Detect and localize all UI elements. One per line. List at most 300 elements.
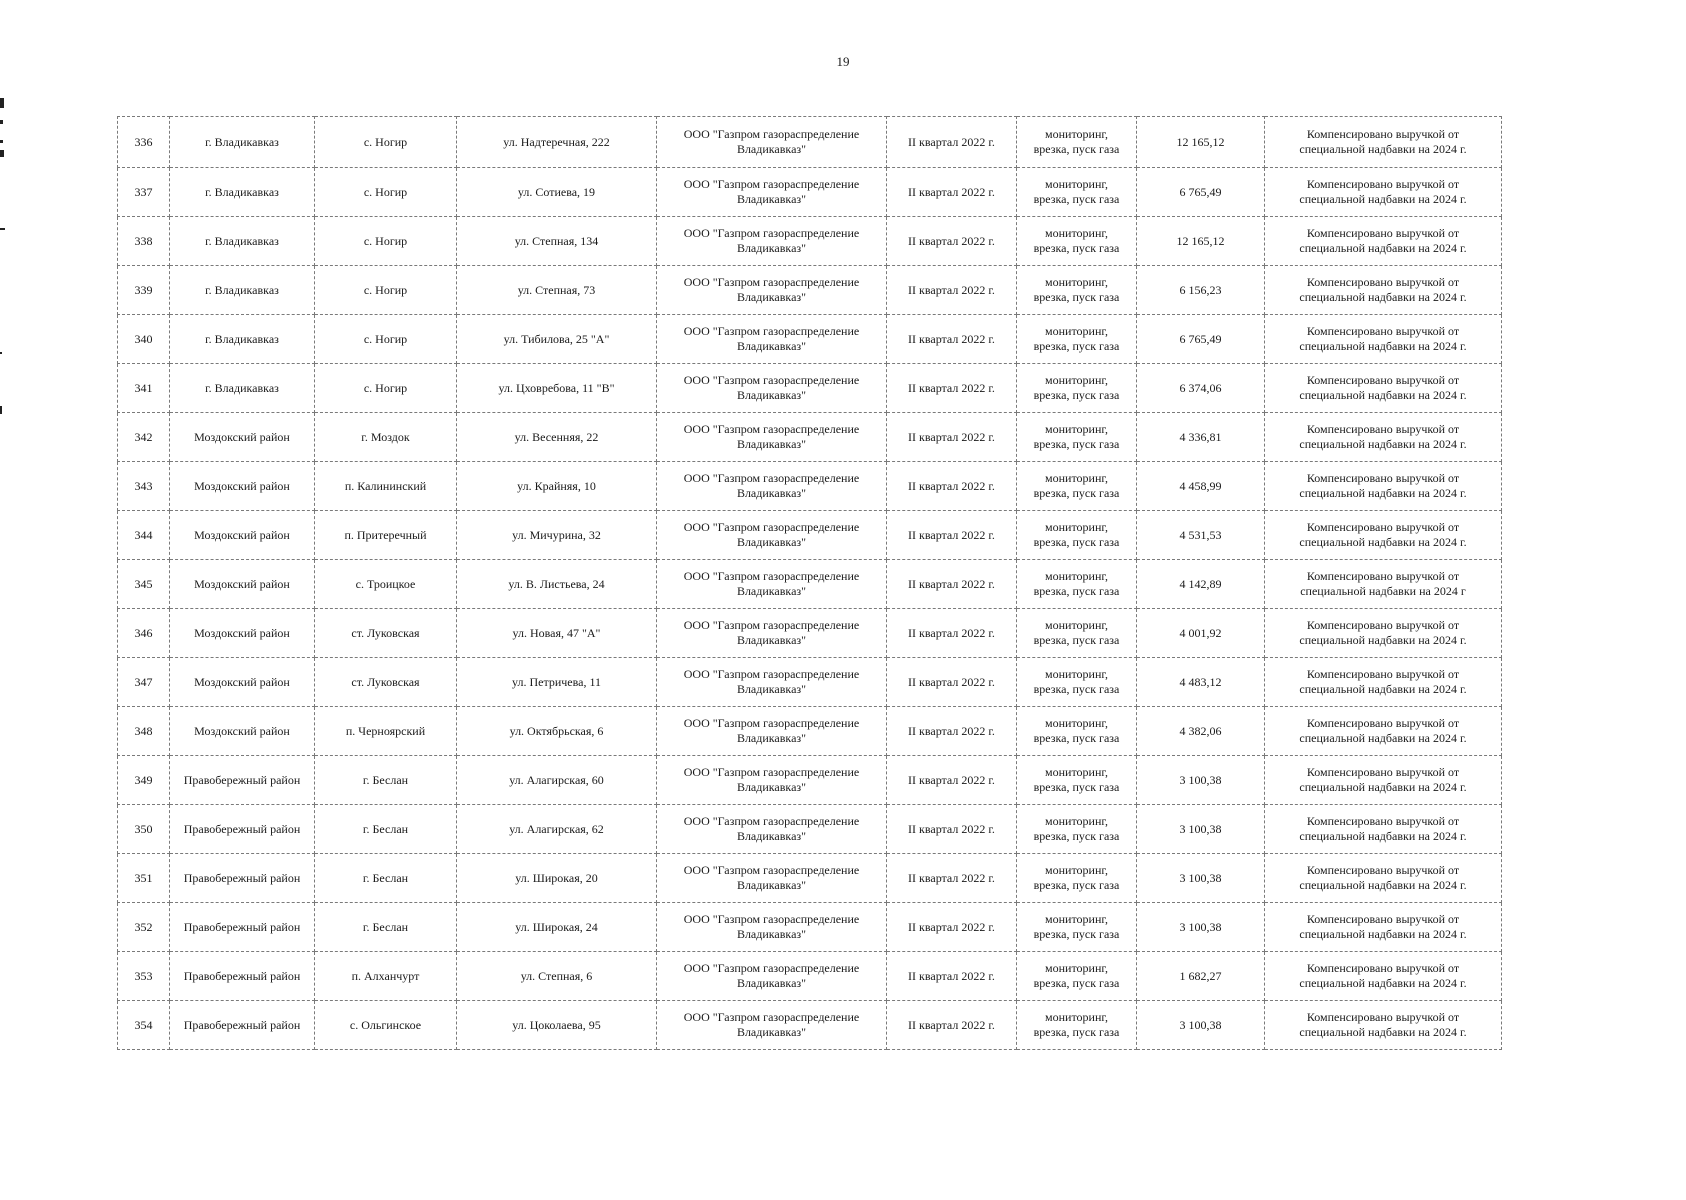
cell-funding-source xyxy=(1265,903,1502,952)
cell-period: II квартал 2022 г. xyxy=(887,560,1017,609)
cell-funding-source-line: Компенсировано выручкой от xyxy=(1306,912,1460,926)
cell-organization-line: Владикавказ" xyxy=(736,829,807,843)
cell-funding-source xyxy=(1265,756,1502,805)
cell-funding-source-line: специальной надбавки на 2024 г. xyxy=(1299,142,1467,156)
cell-organization xyxy=(657,560,887,609)
cell-period: II квартал 2022 г. xyxy=(887,364,1017,413)
cell-organization-line: ООО "Газпром газораспределение xyxy=(683,275,860,289)
cell-work-type-line: мониторинг, xyxy=(1045,422,1108,436)
page-number: 19 xyxy=(836,54,850,69)
cell-work-type xyxy=(1017,413,1137,462)
cell-period: II квартал 2022 г. xyxy=(887,462,1017,511)
cell-period: II квартал 2022 г. xyxy=(887,266,1017,315)
cell-row-number: 352 xyxy=(118,903,170,952)
cell-work-type xyxy=(1017,756,1137,805)
cell-address: ул. Весенняя, 22 xyxy=(457,413,657,462)
cell-address: ул. Степная, 134 xyxy=(457,217,657,266)
cell-work-type xyxy=(1017,462,1137,511)
cell-work-type-line: мониторинг, xyxy=(1045,324,1108,338)
table-row xyxy=(118,560,1502,609)
cell-organization-line: ООО "Газпром газораспределение xyxy=(683,863,860,877)
cell-funding-source-line: специальной надбавки на 2024 г. xyxy=(1299,829,1467,843)
table-row xyxy=(118,168,1502,217)
cell-row-number: 343 xyxy=(118,462,170,511)
cell-work-type-line: мониторинг, xyxy=(1045,569,1108,583)
cell-address: ул. Октябрьская, 6 xyxy=(457,707,657,756)
cell-funding-source-line: Компенсировано выручкой от xyxy=(1306,1010,1460,1024)
cell-work-type xyxy=(1017,609,1137,658)
cell-organization-line: Владикавказ" xyxy=(736,142,807,156)
cell-funding-source-line: Компенсировано выручкой от xyxy=(1306,667,1460,681)
cell-funding-source xyxy=(1265,560,1502,609)
cell-work-type-line: врезка, пуск газа xyxy=(1033,339,1120,353)
cell-organization-line: Владикавказ" xyxy=(736,731,807,745)
cell-work-type-line: врезка, пуск газа xyxy=(1033,633,1120,647)
cell-organization-line: ООО "Газпром газораспределение xyxy=(683,177,860,191)
table-body xyxy=(118,117,1502,1050)
cell-period: II квартал 2022 г. xyxy=(887,707,1017,756)
cell-cost: 4 531,53 xyxy=(1137,511,1265,560)
cell-locality: с. Ногир xyxy=(315,217,457,266)
cell-locality: с. Троицкое xyxy=(315,560,457,609)
cell-locality: г. Беслан xyxy=(315,756,457,805)
cell-work-type-line: мониторинг, xyxy=(1045,667,1108,681)
cell-funding-source-line: специальной надбавки на 2024 г. xyxy=(1299,486,1467,500)
cell-row-number: 337 xyxy=(118,168,170,217)
cell-organization-line: ООО "Газпром газораспределение xyxy=(683,1010,860,1024)
table-row xyxy=(118,315,1502,364)
cell-row-number: 348 xyxy=(118,707,170,756)
cell-funding-source-line: Компенсировано выручкой от xyxy=(1306,520,1460,534)
cell-period: II квартал 2022 г. xyxy=(887,117,1017,168)
cell-work-type-line: мониторинг, xyxy=(1045,520,1108,534)
cell-funding-source xyxy=(1265,658,1502,707)
cell-period: II квартал 2022 г. xyxy=(887,511,1017,560)
cell-work-type-line: врезка, пуск газа xyxy=(1033,682,1120,696)
cell-funding-source xyxy=(1265,854,1502,903)
cell-work-type xyxy=(1017,266,1137,315)
table-row xyxy=(118,462,1502,511)
cell-funding-source-line: Компенсировано выручкой от xyxy=(1306,471,1460,485)
cell-row-number: 353 xyxy=(118,952,170,1001)
cell-address: ул. Тибилова, 25 "А" xyxy=(457,315,657,364)
cell-organization-line: ООО "Газпром газораспределение xyxy=(683,618,860,632)
cell-locality: с. Ногир xyxy=(315,117,457,168)
table-row xyxy=(118,854,1502,903)
cell-period: II квартал 2022 г. xyxy=(887,805,1017,854)
cell-address: ул. Сотиева, 19 xyxy=(457,168,657,217)
cell-work-type-line: врезка, пуск газа xyxy=(1033,878,1120,892)
cell-organization xyxy=(657,952,887,1001)
cell-funding-source-line: Компенсировано выручкой от xyxy=(1306,569,1460,583)
cell-funding-source-line: Компенсировано выручкой от xyxy=(1306,716,1460,730)
cell-address: ул. В. Листьева, 24 xyxy=(457,560,657,609)
cell-funding-source-line: Компенсировано выручкой от xyxy=(1306,961,1460,975)
cell-funding-source-line: специальной надбавки на 2024 г. xyxy=(1299,878,1467,892)
cell-work-type xyxy=(1017,952,1137,1001)
cell-organization-line: ООО "Газпром газораспределение xyxy=(683,324,860,338)
cell-organization-line: Владикавказ" xyxy=(736,388,807,402)
cell-period: II квартал 2022 г. xyxy=(887,854,1017,903)
cell-funding-source xyxy=(1265,266,1502,315)
cell-funding-source-line: специальной надбавки на 2024 г. xyxy=(1299,241,1467,255)
cell-locality: с. Ногир xyxy=(315,364,457,413)
cell-locality: п. Калининский xyxy=(315,462,457,511)
cell-address: ул. Крайняя, 10 xyxy=(457,462,657,511)
cell-cost: 4 458,99 xyxy=(1137,462,1265,511)
table-row xyxy=(118,805,1502,854)
cell-organization-line: ООО "Газпром газораспределение xyxy=(683,471,860,485)
cell-organization-line: ООО "Газпром газораспределение xyxy=(683,814,860,828)
cell-work-type-line: мониторинг, xyxy=(1045,912,1108,926)
cell-organization-line: Владикавказ" xyxy=(736,486,807,500)
cell-cost: 4 483,12 xyxy=(1137,658,1265,707)
cell-funding-source-line: специальной надбавки на 2024 г. xyxy=(1299,731,1467,745)
cell-organization-line: Владикавказ" xyxy=(736,192,807,206)
table-row xyxy=(118,707,1502,756)
cell-organization xyxy=(657,854,887,903)
cell-funding-source-line: специальной надбавки на 2024 г. xyxy=(1299,339,1467,353)
cell-row-number: 338 xyxy=(118,217,170,266)
cell-address: ул. Цоколаева, 95 xyxy=(457,1001,657,1050)
cell-organization-line: ООО "Газпром газораспределение xyxy=(683,373,860,387)
cell-row-number: 342 xyxy=(118,413,170,462)
cell-funding-source-line: специальной надбавки на 2024 г. xyxy=(1299,976,1467,990)
cell-work-type-line: врезка, пуск газа xyxy=(1033,142,1120,156)
cell-work-type xyxy=(1017,903,1137,952)
cell-work-type xyxy=(1017,511,1137,560)
cell-organization-line: ООО "Газпром газораспределение xyxy=(683,520,860,534)
cell-address: ул. Мичурина, 32 xyxy=(457,511,657,560)
cell-period: II квартал 2022 г. xyxy=(887,952,1017,1001)
cell-district: Моздокский район xyxy=(170,707,315,756)
cell-work-type-line: мониторинг, xyxy=(1045,961,1108,975)
cell-row-number: 354 xyxy=(118,1001,170,1050)
cell-locality: г. Беслан xyxy=(315,903,457,952)
cell-district: Моздокский район xyxy=(170,609,315,658)
cell-period: II квартал 2022 г. xyxy=(887,1001,1017,1050)
cell-work-type-line: врезка, пуск газа xyxy=(1033,976,1120,990)
cell-cost: 4 382,06 xyxy=(1137,707,1265,756)
cell-work-type-line: врезка, пуск газа xyxy=(1033,241,1120,255)
cell-organization-line: Владикавказ" xyxy=(736,633,807,647)
cell-funding-source xyxy=(1265,952,1502,1001)
gas-connection-table xyxy=(117,116,1502,1050)
table-row xyxy=(118,217,1502,266)
table-row xyxy=(118,658,1502,707)
cell-funding-source-line: Компенсировано выручкой от xyxy=(1306,765,1460,779)
cell-district: Правобережный район xyxy=(170,952,315,1001)
cell-funding-source-line: специальной надбавки на 2024 г. xyxy=(1299,633,1467,647)
cell-work-type xyxy=(1017,217,1137,266)
cell-funding-source xyxy=(1265,315,1502,364)
cell-address: ул. Петричева, 11 xyxy=(457,658,657,707)
cell-work-type-line: врезка, пуск газа xyxy=(1033,584,1120,598)
table-row xyxy=(118,511,1502,560)
cell-locality: с. Ногир xyxy=(315,315,457,364)
cell-district: Правобережный район xyxy=(170,903,315,952)
cell-work-type-line: мониторинг, xyxy=(1045,177,1108,191)
cell-organization xyxy=(657,756,887,805)
cell-locality: с. Ольгинское xyxy=(315,1001,457,1050)
cell-funding-source-line: Компенсировано выручкой от xyxy=(1306,373,1460,387)
cell-funding-source xyxy=(1265,511,1502,560)
cell-period: II квартал 2022 г. xyxy=(887,413,1017,462)
cell-district: Правобережный район xyxy=(170,1001,315,1050)
cell-work-type xyxy=(1017,1001,1137,1050)
cell-work-type-line: мониторинг, xyxy=(1045,814,1108,828)
cell-row-number: 340 xyxy=(118,315,170,364)
cell-district: г. Владикавказ xyxy=(170,315,315,364)
cell-funding-source xyxy=(1265,462,1502,511)
cell-funding-source xyxy=(1265,117,1502,168)
cell-cost: 4 336,81 xyxy=(1137,413,1265,462)
cell-address: ул. Широкая, 24 xyxy=(457,903,657,952)
cell-organization-line: Владикавказ" xyxy=(736,437,807,451)
cell-organization-line: ООО "Газпром газораспределение xyxy=(683,912,860,926)
cell-organization-line: ООО "Газпром газораспределение xyxy=(683,961,860,975)
cell-district: г. Владикавказ xyxy=(170,364,315,413)
cell-funding-source-line: специальной надбавки на 2024 г. xyxy=(1299,780,1467,794)
cell-district: Правобережный район xyxy=(170,805,315,854)
cell-work-type-line: мониторинг, xyxy=(1045,373,1108,387)
cell-organization xyxy=(657,903,887,952)
table-row xyxy=(118,117,1502,168)
cell-district: г. Владикавказ xyxy=(170,168,315,217)
cell-funding-source-line: специальной надбавки на 2024 г. xyxy=(1299,192,1467,206)
table-row xyxy=(118,903,1502,952)
cell-work-type-line: врезка, пуск газа xyxy=(1033,829,1120,843)
cell-funding-source-line: Компенсировано выручкой от xyxy=(1306,618,1460,632)
cell-period: II квартал 2022 г. xyxy=(887,609,1017,658)
cell-work-type-line: врезка, пуск газа xyxy=(1033,535,1120,549)
cell-organization xyxy=(657,1001,887,1050)
table-row xyxy=(118,266,1502,315)
cell-funding-source-line: Компенсировано выручкой от xyxy=(1306,324,1460,338)
cell-period: II квартал 2022 г. xyxy=(887,903,1017,952)
cell-cost: 6 156,23 xyxy=(1137,266,1265,315)
cell-row-number: 345 xyxy=(118,560,170,609)
cell-funding-source-line: специальной надбавки на 2024 г xyxy=(1300,584,1466,598)
cell-organization xyxy=(657,168,887,217)
cell-period: II квартал 2022 г. xyxy=(887,315,1017,364)
cell-cost: 1 682,27 xyxy=(1137,952,1265,1001)
cell-district: г. Владикавказ xyxy=(170,217,315,266)
cell-work-type-line: врезка, пуск газа xyxy=(1033,731,1120,745)
cell-locality: ст. Луковская xyxy=(315,658,457,707)
cell-cost: 6 765,49 xyxy=(1137,168,1265,217)
cell-work-type-line: врезка, пуск газа xyxy=(1033,1025,1120,1039)
cell-funding-source xyxy=(1265,1001,1502,1050)
cell-organization-line: Владикавказ" xyxy=(736,1025,807,1039)
cell-work-type-line: мониторинг, xyxy=(1045,765,1108,779)
cell-organization-line: Владикавказ" xyxy=(736,584,807,598)
cell-work-type xyxy=(1017,364,1137,413)
cell-cost: 12 165,12 xyxy=(1137,117,1265,168)
cell-work-type-line: мониторинг, xyxy=(1045,1010,1108,1024)
cell-period: II квартал 2022 г. xyxy=(887,756,1017,805)
table-row xyxy=(118,413,1502,462)
cell-organization-line: Владикавказ" xyxy=(736,339,807,353)
cell-work-type xyxy=(1017,117,1137,168)
cell-row-number: 346 xyxy=(118,609,170,658)
cell-work-type xyxy=(1017,854,1137,903)
cell-work-type xyxy=(1017,707,1137,756)
cell-work-type-line: врезка, пуск газа xyxy=(1033,437,1120,451)
cell-funding-source-line: специальной надбавки на 2024 г. xyxy=(1299,290,1467,304)
cell-work-type-line: мониторинг, xyxy=(1045,716,1108,730)
cell-locality: с. Ногир xyxy=(315,168,457,217)
cell-district: Моздокский район xyxy=(170,658,315,707)
cell-funding-source-line: специальной надбавки на 2024 г. xyxy=(1299,388,1467,402)
cell-locality: п. Черноярский xyxy=(315,707,457,756)
cell-work-type-line: врезка, пуск газа xyxy=(1033,290,1120,304)
cell-funding-source-line: специальной надбавки на 2024 г. xyxy=(1299,535,1467,549)
cell-address: ул. Степная, 73 xyxy=(457,266,657,315)
cell-funding-source xyxy=(1265,805,1502,854)
cell-cost: 3 100,38 xyxy=(1137,903,1265,952)
cell-organization xyxy=(657,364,887,413)
cell-district: Правобережный район xyxy=(170,756,315,805)
cell-address: ул. Цховребова, 11 "В" xyxy=(457,364,657,413)
cell-locality: г. Беслан xyxy=(315,854,457,903)
cell-funding-source-line: специальной надбавки на 2024 г. xyxy=(1299,437,1467,451)
cell-work-type-line: врезка, пуск газа xyxy=(1033,192,1120,206)
cell-funding-source xyxy=(1265,707,1502,756)
cell-period: II квартал 2022 г. xyxy=(887,168,1017,217)
cell-organization xyxy=(657,266,887,315)
cell-locality: п. Алханчурт xyxy=(315,952,457,1001)
cell-district: г. Владикавказ xyxy=(170,117,315,168)
cell-organization-line: Владикавказ" xyxy=(736,927,807,941)
cell-funding-source-line: Компенсировано выручкой от xyxy=(1306,422,1460,436)
cell-work-type-line: мониторинг, xyxy=(1045,471,1108,485)
cell-row-number: 341 xyxy=(118,364,170,413)
cell-address: ул. Новая, 47 "А" xyxy=(457,609,657,658)
cell-funding-source-line: специальной надбавки на 2024 г. xyxy=(1299,927,1467,941)
cell-cost: 3 100,38 xyxy=(1137,1001,1265,1050)
cell-district: Моздокский район xyxy=(170,413,315,462)
cell-funding-source xyxy=(1265,364,1502,413)
table-row xyxy=(118,1001,1502,1050)
cell-row-number: 336 xyxy=(118,117,170,168)
cell-address: ул. Алагирская, 60 xyxy=(457,756,657,805)
cell-work-type-line: врезка, пуск газа xyxy=(1033,388,1120,402)
cell-organization xyxy=(657,217,887,266)
cell-funding-source-line: Компенсировано выручкой от xyxy=(1306,275,1460,289)
cell-funding-source xyxy=(1265,413,1502,462)
cell-organization-line: Владикавказ" xyxy=(736,535,807,549)
cell-locality: с. Ногир xyxy=(315,266,457,315)
cell-row-number: 344 xyxy=(118,511,170,560)
cell-work-type-line: мониторинг, xyxy=(1045,226,1108,240)
cell-organization xyxy=(657,511,887,560)
cell-work-type-line: мониторинг, xyxy=(1045,863,1108,877)
cell-organization-line: ООО "Газпром газораспределение xyxy=(683,226,860,240)
cell-organization-line: ООО "Газпром газораспределение xyxy=(683,765,860,779)
cell-period: II квартал 2022 г. xyxy=(887,658,1017,707)
cell-work-type xyxy=(1017,658,1137,707)
cell-organization xyxy=(657,462,887,511)
table-row xyxy=(118,364,1502,413)
cell-organization-line: Владикавказ" xyxy=(736,976,807,990)
cell-funding-source xyxy=(1265,217,1502,266)
cell-organization-line: Владикавказ" xyxy=(736,878,807,892)
cell-row-number: 349 xyxy=(118,756,170,805)
cell-work-type xyxy=(1017,168,1137,217)
cell-district: г. Владикавказ xyxy=(170,266,315,315)
cell-funding-source xyxy=(1265,168,1502,217)
cell-funding-source-line: Компенсировано выручкой от xyxy=(1306,127,1460,141)
cell-organization-line: Владикавказ" xyxy=(736,290,807,304)
cell-organization-line: ООО "Газпром газораспределение xyxy=(683,127,860,141)
cell-organization xyxy=(657,805,887,854)
cell-work-type xyxy=(1017,315,1137,364)
cell-locality: г. Беслан xyxy=(315,805,457,854)
cell-organization xyxy=(657,315,887,364)
cell-funding-source-line: Компенсировано выручкой от xyxy=(1306,226,1460,240)
cell-locality: п. Притеречный xyxy=(315,511,457,560)
cell-funding-source xyxy=(1265,609,1502,658)
cell-row-number: 351 xyxy=(118,854,170,903)
cell-organization-line: ООО "Газпром газораспределение xyxy=(683,667,860,681)
cell-work-type-line: мониторинг, xyxy=(1045,127,1108,141)
cell-organization-line: ООО "Газпром газораспределение xyxy=(683,422,860,436)
cell-organization-line: Владикавказ" xyxy=(736,780,807,794)
cell-work-type-line: врезка, пуск газа xyxy=(1033,927,1120,941)
cell-cost: 3 100,38 xyxy=(1137,756,1265,805)
cell-period: II квартал 2022 г. xyxy=(887,217,1017,266)
cell-address: ул. Широкая, 20 xyxy=(457,854,657,903)
cell-row-number: 350 xyxy=(118,805,170,854)
cell-cost: 6 374,06 xyxy=(1137,364,1265,413)
cell-cost: 4 001,92 xyxy=(1137,609,1265,658)
cell-cost: 6 765,49 xyxy=(1137,315,1265,364)
cell-address: ул. Надтеречная, 222 xyxy=(457,117,657,168)
cell-work-type xyxy=(1017,560,1137,609)
cell-organization xyxy=(657,658,887,707)
cell-funding-source-line: Компенсировано выручкой от xyxy=(1306,863,1460,877)
table-row xyxy=(118,756,1502,805)
cell-work-type-line: врезка, пуск газа xyxy=(1033,780,1120,794)
cell-funding-source-line: специальной надбавки на 2024 г. xyxy=(1299,682,1467,696)
cell-address: ул. Алагирская, 62 xyxy=(457,805,657,854)
cell-row-number: 347 xyxy=(118,658,170,707)
cell-row-number: 339 xyxy=(118,266,170,315)
cell-organization-line: ООО "Газпром газораспределение xyxy=(683,569,860,583)
cell-work-type xyxy=(1017,805,1137,854)
cell-cost: 12 165,12 xyxy=(1137,217,1265,266)
cell-cost: 4 142,89 xyxy=(1137,560,1265,609)
cell-work-type-line: мониторинг, xyxy=(1045,618,1108,632)
cell-locality: ст. Луковская xyxy=(315,609,457,658)
cell-organization-line: Владикавказ" xyxy=(736,682,807,696)
cell-cost: 3 100,38 xyxy=(1137,805,1265,854)
cell-district: Правобережный район xyxy=(170,854,315,903)
cell-district: Моздокский район xyxy=(170,462,315,511)
cell-work-type-line: мониторинг, xyxy=(1045,275,1108,289)
cell-organization xyxy=(657,117,887,168)
table-row xyxy=(118,952,1502,1001)
cell-locality: г. Моздок xyxy=(315,413,457,462)
cell-district: Моздокский район xyxy=(170,560,315,609)
cell-organization xyxy=(657,413,887,462)
cell-work-type-line: врезка, пуск газа xyxy=(1033,486,1120,500)
cell-funding-source-line: Компенсировано выручкой от xyxy=(1306,814,1460,828)
cell-funding-source-line: Компенсировано выручкой от xyxy=(1306,177,1460,191)
cell-cost: 3 100,38 xyxy=(1137,854,1265,903)
cell-funding-source-line: специальной надбавки на 2024 г. xyxy=(1299,1025,1467,1039)
